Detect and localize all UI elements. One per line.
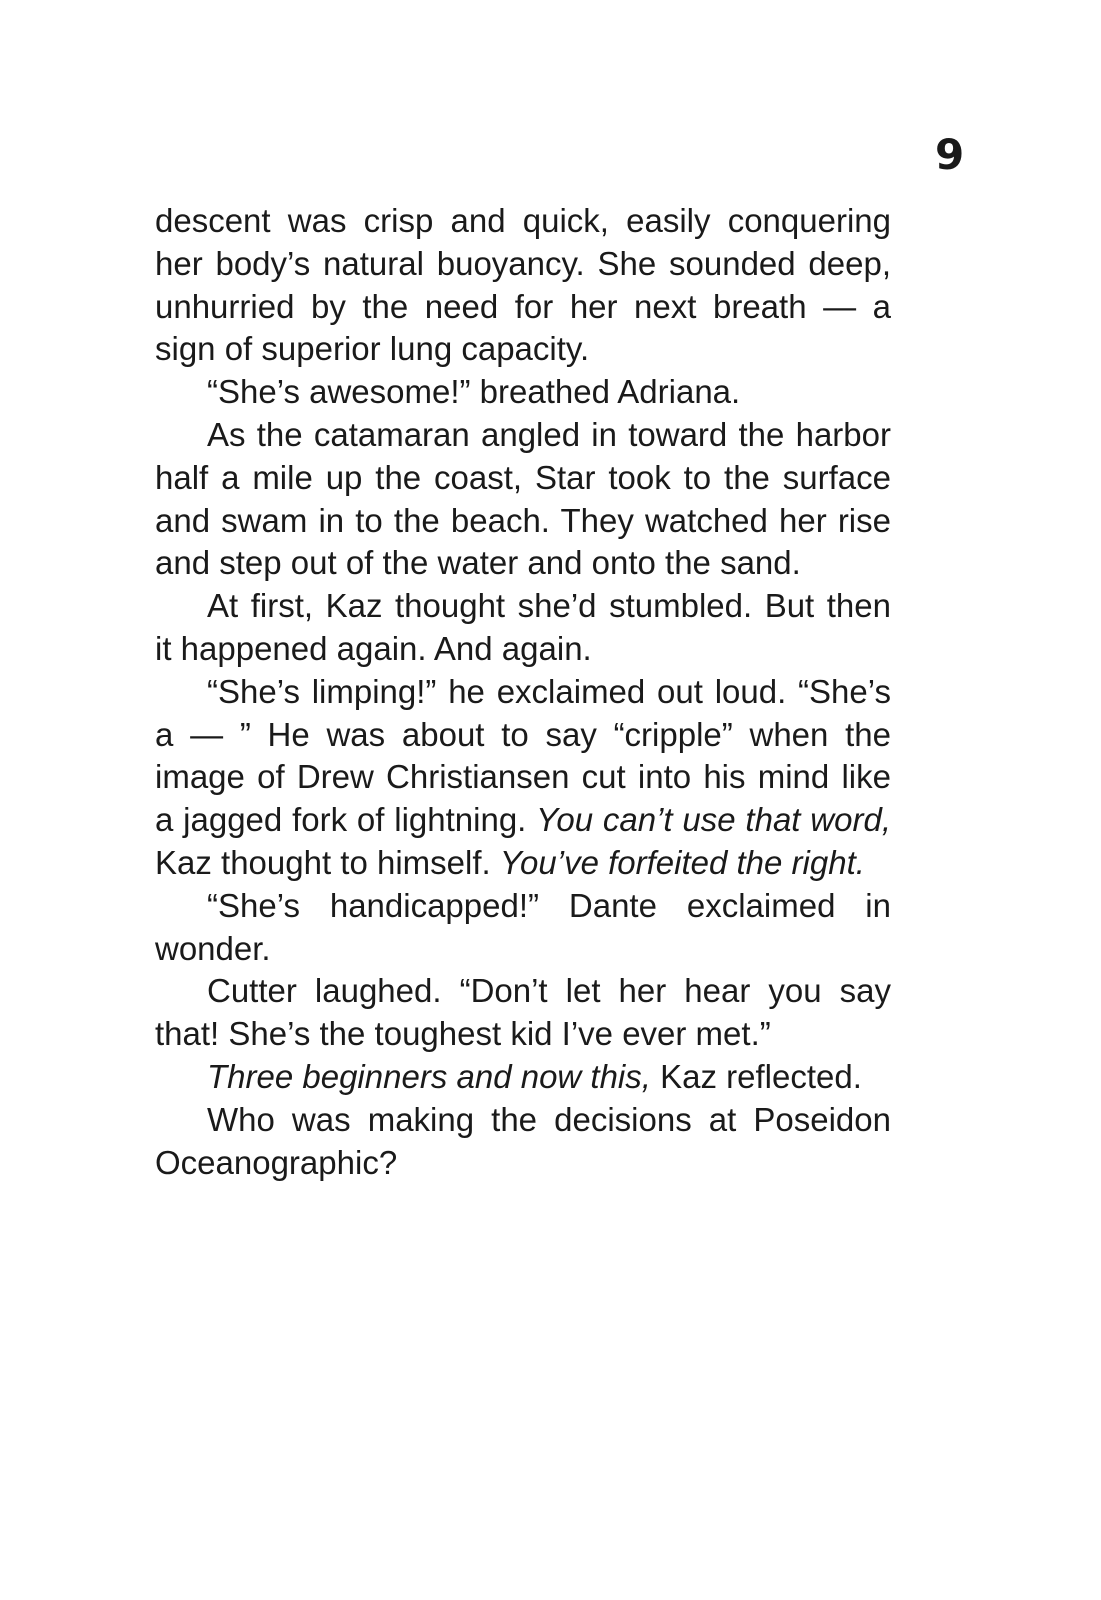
- text-run: descent was crisp and quick, easily conquering her body’s natural buoyancy. She sounded deep, unhurried by the need for her next breath — a sign of superior lung capacity.: [155, 202, 891, 368]
- italic-run: Three beginners and now this,: [207, 1057, 651, 1095]
- text-run: Kaz thought to himself.: [155, 843, 500, 881]
- paragraph: [155, 970, 891, 1056]
- paragraph: [155, 200, 891, 371]
- text-run: Kaz reflected.: [650, 1057, 862, 1095]
- paragraph: [155, 1056, 891, 1099]
- paragraph: [155, 371, 891, 414]
- paragraph: [155, 1099, 891, 1185]
- text-run: “She’s handicapped!” Dante exclaimed in wonder.: [155, 886, 891, 967]
- text-run: “She’s limping!” he exclaimed out loud. “She’s a — ” He was about to say “cripple” when the image of Drew Christiansen cut into his mind like a jagged fork of lightning.: [155, 672, 891, 839]
- page-number: 9: [935, 130, 965, 179]
- text-run: At first, Kaz thought she’d stumbled. But then it happened again. And again.: [155, 587, 891, 667]
- paragraph: [155, 671, 891, 885]
- paragraph: [155, 585, 891, 671]
- text-run: Who was making the decisions at Poseidon Oceanographic?: [155, 1100, 891, 1181]
- paragraph: [155, 414, 891, 585]
- text-run: As the catamaran angled in toward the harbor half a mile up the coast, Star took to the surface and swam in to the beach. They watched her rise and step out of the water and onto the sand.: [155, 415, 891, 582]
- italic-run: You’ve forfeited the right.: [499, 843, 865, 881]
- paragraph: [155, 885, 891, 971]
- italic-run: You can’t use that word,: [536, 801, 891, 839]
- body-text: [155, 200, 891, 1184]
- text-run: “She’s awesome!” breathed Adriana.: [207, 373, 741, 411]
- text-run: Cutter laughed. “Don’t let her hear you say that! She’s the toughest kid I’ve ever met.”: [155, 972, 891, 1053]
